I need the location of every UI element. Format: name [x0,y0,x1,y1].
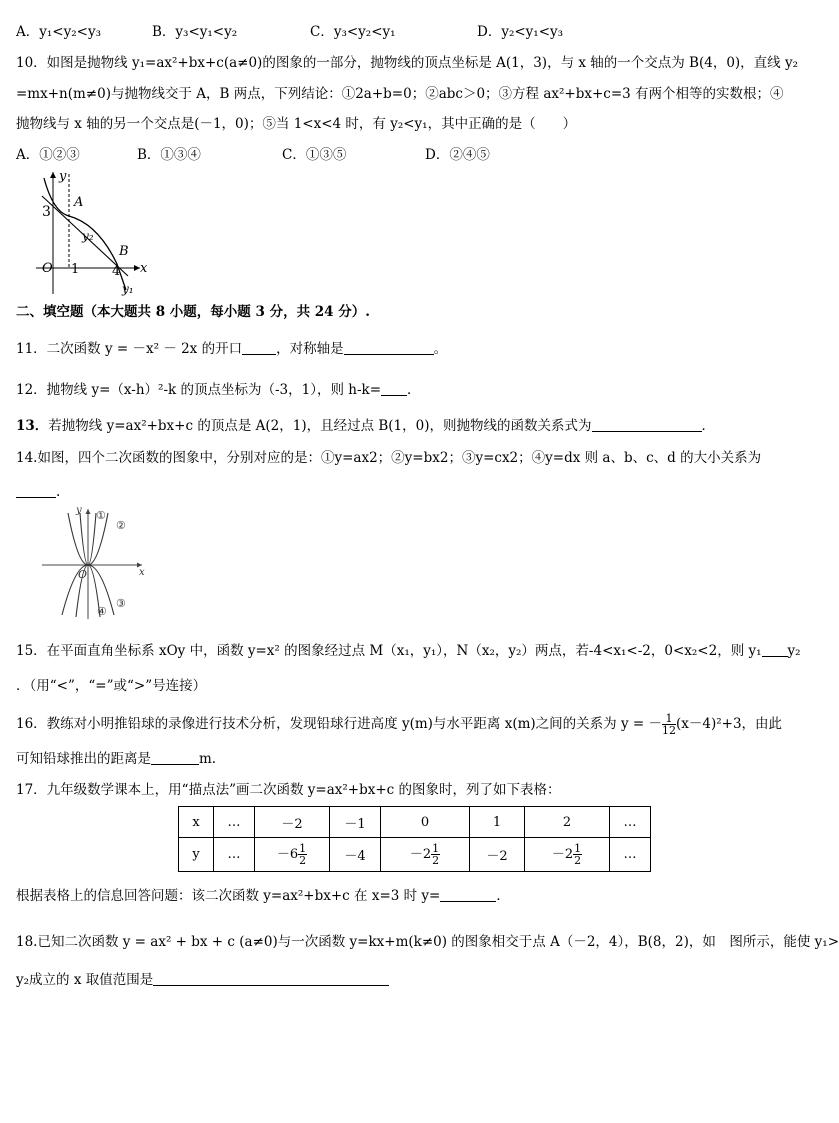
label-y1: y₁ [122,282,134,296]
q14-parabolas-graph [38,503,150,623]
q11-blank-1[interactable] [242,340,276,355]
q14-period: . [56,484,61,500]
point-b-label: B [119,244,129,259]
cell-value: －2 [409,847,432,862]
cell-fraction [431,843,440,866]
q17-text-b: ． [496,888,510,904]
curve-label-4: ④ [97,605,107,618]
x-axis-label: x [140,261,148,276]
q10-option-c: C．①③⑤ [282,147,347,163]
table-cell: 2 [525,807,610,838]
q18-blank[interactable] [153,971,389,986]
table-row-y [179,838,651,872]
q17-blank[interactable] [440,887,496,902]
q16-line-2 [16,749,216,769]
table-cell-mixed-number [525,838,610,872]
q9-option-b: B．y₃<y₁<y₂ [152,24,238,40]
q9-option-c: C．y₃<y₂<y₁ [310,24,396,40]
q16-fraction-numerator: 1 [662,713,676,725]
q13-number: 13． [16,418,49,434]
tick-label-3: 3 [42,204,51,220]
q16-fraction-denominator: 12 [661,724,676,737]
q18-text: y₂成立的 x 取值范围是 [16,972,154,988]
q18-line-2 [16,970,389,990]
q14-line-2 [16,482,60,502]
x-axis-label: x [139,567,145,578]
q17-text-a: 根据表格上的信息回答问题：该二次函数 y=ax²+bx+c 在 x=3 时 y= [16,888,441,904]
q16-text-d: m. [199,751,217,767]
table-cell: 0 [381,807,470,838]
q12-text-b: ． [407,382,421,398]
q15-blank[interactable] [762,642,788,657]
q15-line-2: ．（用“<”，“=”或“>”号连接） [16,678,207,694]
table-cell: y [179,838,214,872]
table-cell: … [214,807,255,838]
point-a-label: A [74,195,84,210]
y-axis-arrow [50,172,56,178]
fraction-numerator: 1 [574,842,582,855]
q10-line-3: 抛物线与 x 轴的另一个交点是(－1，0)；⑤当 1<x<4 时，有 y₂<y₁，其中正确的是（ ） [16,116,577,132]
q10-option-b: B．①③④ [137,147,201,163]
q15-text-a: 15．在平面直角坐标系 xOy 中，函数 y=x² 的图象经过点 M（x₁，y₁），N（x₂，y₂）两点，若-4<x₁<-2，0<x₂<2，则 y₁ [16,643,762,659]
table-cell: … [610,807,651,838]
q11-text-a: 11．二次函数 y = －x² － 2x 的开口 [16,341,243,357]
table-cell: … [610,838,651,872]
table-cell: －2 [470,838,525,872]
cell-value: －2 [551,847,574,862]
table-cell: … [214,838,255,872]
q11-text-c: 。 [433,341,448,357]
q10-line-2: =mx+n(m≠0)与抛物线交于 A，B 两点，下列结论：①2a+b=0；②abc＞0；③方程 ax²+bx+c=3 有两个相等的实数根；④ [16,86,784,102]
table-cell: x [179,807,214,838]
y-axis-label: y [76,505,82,516]
curve-label-3: ③ [116,597,126,610]
q12 [16,380,421,400]
fraction-denominator: 2 [432,854,440,867]
q14-line-1: 14.如图，四个二次函数的图象中，分别对应的是：①y=ax2；②y=bx2；③y=cx2；④y=dx 则 a、b、c、d 的大小关系为 [16,450,762,466]
q16-text-a: 16．教练对小明推铅球的录像进行技术分析，发现铅球行进高度 y(m)与水平距离 x(m)之间的关系为 y = － [16,716,662,732]
origin-label: O [78,568,88,581]
table-cell-mixed-number [255,838,330,872]
curve-label-1: ① [96,509,106,522]
y-axis-arrow [86,509,91,514]
q11 [16,339,447,359]
q9-option-d: D．y₂<y₁<y₃ [477,24,564,40]
y-axis-label: y [59,169,67,184]
table-row-x [179,807,651,838]
table-cell: －1 [330,807,381,838]
curve-label-2: ② [116,519,126,532]
q9-option-a: A．y₁<y₂<y₃ [16,24,101,40]
fraction-denominator: 2 [574,854,582,867]
q16-fraction [662,713,676,736]
q15-text-b: y₂ [787,643,801,659]
q13-blank[interactable] [592,417,702,432]
q17-value-table [178,806,651,872]
q14-blank[interactable] [16,483,56,498]
q17-line-1: 17．九年级数学课本上，用“描点法”画二次函数 y=ax²+bx+c 的图象时，列了如下表格： [16,782,561,798]
q12-blank[interactable] [381,381,407,396]
q18-line-1: 18.已知二次函数 y = ax² + bx + c (a≠0)与一次函数 y=kx+m(k≠0) 的图象相交于点 A（－2，4），B(8，2)，如 图所示，能使 y₁> [16,934,839,950]
q15-line-1 [16,641,801,661]
cell-value: －6 [276,847,299,862]
q17-line-2 [16,886,510,906]
q11-text-b: ，对称轴是 [276,341,344,357]
origin-label: O [42,261,53,276]
q13-text-a: 若抛物线 y=ax²+bx+c 的顶点是 A(2，1)，且经过点 B(1，0)，则抛物线的函数关系式为 [48,418,592,434]
q10-parabola-graph [36,166,156,298]
cell-fraction [298,843,307,866]
table-cell-mixed-number [381,838,470,872]
tick-label-4: 4 [112,264,121,279]
q10-line-1: 10．如图是抛物线 y₁=ax²+bx+c(a≠0)的图象的一部分，抛物线的顶点坐标是 A(1，3)，与 x 轴的一个交点为 B(4，0)，直线 y₂ [16,55,799,71]
fraction-numerator: 1 [299,842,307,855]
fraction-denominator: 2 [299,854,307,867]
table-cell: －4 [330,838,381,872]
q16-text-c: 可知铅球推出的距离是 [16,751,151,767]
q16-blank[interactable] [151,750,199,765]
q11-blank-2[interactable] [344,340,434,355]
fraction-numerator: 1 [432,842,440,855]
q10-option-a: A．①②③ [16,147,80,163]
q16-text-b: (x－4)²+3，由此 [675,716,783,732]
table-cell: 1 [470,807,525,838]
q13-text-b: ． [701,418,716,434]
q16-line-1 [16,713,782,736]
cell-fraction [573,843,582,866]
table-cell: －2 [255,807,330,838]
section-2-heading: 二、填空题（本大题共 8 小题，每小题 3 分，共 24 分）. [16,304,370,320]
tick-label-1: 1 [71,262,80,277]
q13 [16,416,715,436]
q12-text-a: 12．抛物线 y=（x-h）²-k 的顶点坐标为（-3，1），则 h-k= [16,382,382,398]
label-y2: y₂ [82,229,94,243]
q10-option-d: D．②④⑤ [425,147,490,163]
